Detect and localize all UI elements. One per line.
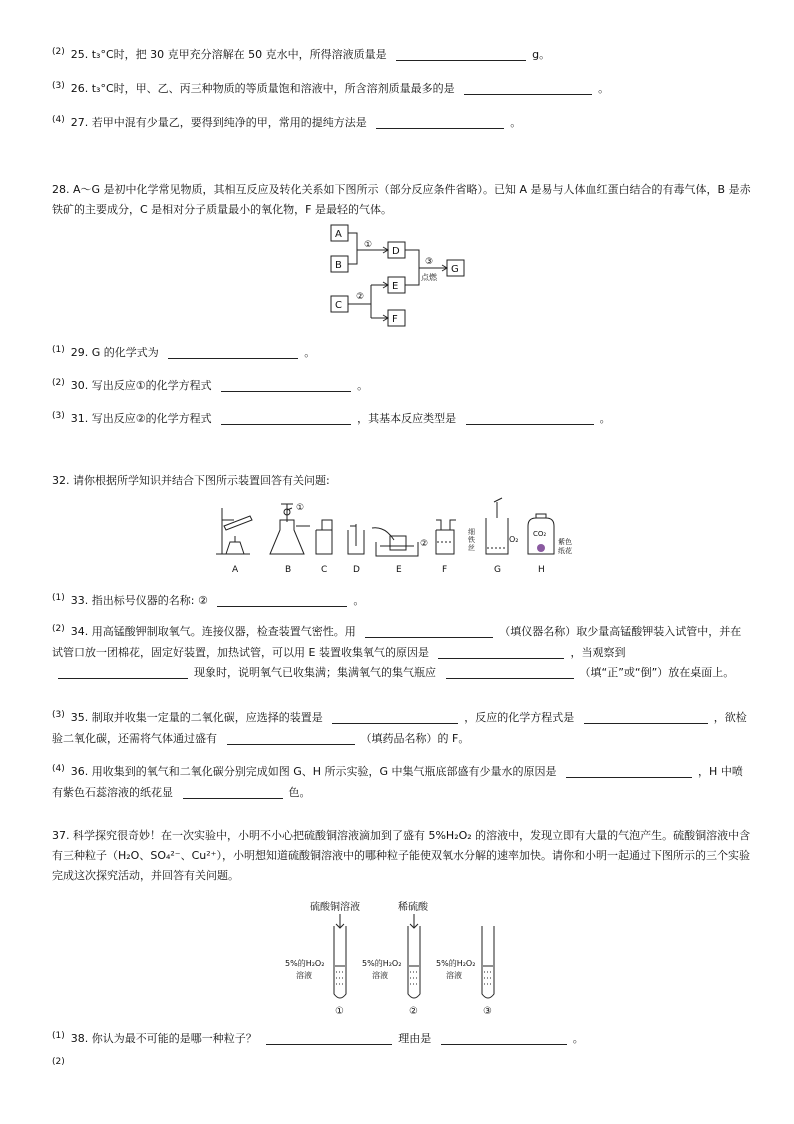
svg-text:G: G bbox=[494, 565, 501, 575]
answer-blank-31a[interactable] bbox=[221, 412, 351, 425]
conical-flask-B bbox=[270, 520, 304, 554]
answer-blank-30[interactable] bbox=[221, 379, 351, 392]
question-38: $^{(1)}$ 38. 你认为最不可能的是哪一种粒子？ 理由是 。 bbox=[52, 1031, 584, 1045]
question-25: $^{(2)}$ 25. t₃°C时，把 30 克甲充分溶解在 50 克水中，所得溶液质量是 g。 bbox=[52, 47, 551, 61]
question-32-intro: 32. 请你根据所学知识并结合下图所示装置回答有关问题: bbox=[52, 474, 330, 487]
svg-text:A: A bbox=[232, 565, 239, 575]
svg-text:①: ① bbox=[364, 240, 373, 250]
answer-blank-35b[interactable] bbox=[584, 711, 708, 724]
svg-text:丝: 丝 bbox=[468, 544, 475, 552]
question-33: $^{(1)}$ 33. 指出标号仪器的名称: ② 。 bbox=[52, 593, 365, 607]
svg-text:溶液: 溶液 bbox=[446, 971, 462, 980]
test-tube-experiments bbox=[280, 898, 520, 1020]
question-37-intro: 37. 科学探究很奇妙！在一次实验中，小明不小心把硫酸铜溶液滴加到了盛有 5%H₂O₂ 的溶液中，发现立即有大量的气泡产生。硫酸铜溶液中含有三种粒子（H₂O、SO₄²⁻、Cu²⁺），小明想知道硫酸铜溶液中的哪种粒子能使双氧水分解的速率加快。请你和小明一起通过下图所示的三个实验完成这次探究活动，并回答有关问题。 bbox=[52, 829, 751, 882]
answer-blank-35a[interactable] bbox=[332, 711, 458, 724]
svg-text:E: E bbox=[392, 281, 399, 292]
reaction-flow-diagram bbox=[325, 222, 475, 330]
svg-text:D: D bbox=[353, 565, 360, 575]
answer-blank-26[interactable] bbox=[464, 82, 592, 95]
answer-blank-31b[interactable] bbox=[466, 412, 594, 425]
svg-text:紫色: 紫色 bbox=[558, 538, 572, 546]
answer-blank-33[interactable] bbox=[217, 594, 347, 607]
svg-text:5%的H₂O₂: 5%的H₂O₂ bbox=[362, 959, 402, 968]
question-34: $^{(2)}$ 34. 用高锰酸钾制取氧气。连接仪器，检查装置气密性。用 （填仪器名称）取少量高锰酸钾装入试管中，并在试管口放一团棉花，固定好装置，加热试管，可以用 E 装置收集氧气的原因是 ，当观察到 现象时，说明氧气已收集满；集满氧气的集气瓶应 （填“正”或“倒”）放在桌面上。 bbox=[52, 624, 742, 679]
svg-text:硫酸铜溶液: 硫酸铜溶液 bbox=[310, 902, 360, 913]
svg-text:点燃: 点燃 bbox=[421, 273, 437, 282]
svg-text:纸花: 纸花 bbox=[558, 547, 572, 555]
svg-text:③: ③ bbox=[483, 1006, 492, 1017]
test-tube-2 bbox=[408, 926, 420, 998]
answer-blank-29[interactable] bbox=[168, 346, 298, 359]
question-31: $^{(3)}$ 31. 写出反应②的化学方程式 ，其基本反应类型是 。 bbox=[52, 411, 611, 425]
question-30: $^{(2)}$ 30. 写出反应①的化学方程式 。 bbox=[52, 378, 369, 392]
svg-text:细: 细 bbox=[468, 528, 475, 536]
question-27: $^{(4)}$ 27. 若甲中混有少量乙，要得到纯净的甲，常用的提纯方法是 。 bbox=[52, 115, 522, 129]
svg-text:B: B bbox=[335, 260, 342, 271]
svg-text:溶液: 溶液 bbox=[296, 971, 312, 980]
svg-text:B: B bbox=[285, 565, 292, 575]
svg-text:稀硫酸: 稀硫酸 bbox=[398, 902, 428, 913]
question-36: $^{(4)}$ 36. 用收集到的氧气和二氧化碳分别完成如图 G、H 所示实验，G 中集气瓶底部盛有少量水的原因是 ，H 中喷有紫色石蕊溶液的纸花显 色。 bbox=[52, 764, 743, 799]
lab-apparatus-figure bbox=[210, 496, 590, 578]
test-tube-1 bbox=[334, 926, 346, 998]
svg-text:②: ② bbox=[420, 539, 429, 549]
alcohol-lamp bbox=[226, 542, 244, 554]
answer-blank-34d[interactable] bbox=[446, 666, 574, 679]
answer-blank-36a[interactable] bbox=[566, 765, 692, 778]
svg-text:C: C bbox=[321, 565, 328, 575]
svg-text:②: ② bbox=[356, 292, 365, 302]
svg-text:C: C bbox=[335, 300, 342, 311]
answer-blank-36b[interactable] bbox=[183, 786, 283, 799]
answer-blank-27[interactable] bbox=[376, 116, 504, 129]
answer-blank-35c[interactable] bbox=[227, 732, 355, 745]
question-29: $^{(1)}$ 29. G 的化学式为 。 bbox=[52, 345, 316, 359]
svg-text:③: ③ bbox=[425, 257, 434, 267]
svg-text:溶液: 溶液 bbox=[372, 971, 388, 980]
answer-blank-34b[interactable] bbox=[438, 646, 564, 659]
test-tube-A bbox=[224, 516, 252, 530]
svg-text:G: G bbox=[451, 264, 459, 275]
svg-text:H: H bbox=[538, 565, 545, 575]
svg-text:F: F bbox=[442, 565, 448, 575]
answer-blank-38a[interactable] bbox=[266, 1032, 392, 1045]
svg-text:D: D bbox=[392, 246, 400, 257]
svg-text:5%的H₂O₂: 5%的H₂O₂ bbox=[285, 959, 325, 968]
svg-text:②: ② bbox=[409, 1006, 418, 1017]
svg-text:O₂: O₂ bbox=[509, 535, 519, 544]
answer-blank-25[interactable] bbox=[396, 48, 526, 61]
svg-text:CO₂: CO₂ bbox=[533, 530, 547, 538]
answer-blank-34a[interactable] bbox=[365, 625, 493, 638]
svg-text:①: ① bbox=[335, 1006, 344, 1017]
svg-text:5%的H₂O₂: 5%的H₂O₂ bbox=[436, 959, 476, 968]
svg-text:A: A bbox=[335, 229, 342, 240]
answer-blank-34c[interactable] bbox=[58, 666, 188, 679]
svg-text:F: F bbox=[392, 314, 398, 325]
question-28-intro: 28. A～G 是初中化学常见物质，其相互反应及转化关系如下图所示（部分反应条件省略）。已知 A 是易与人体血红蛋白结合的有毒气体，B 是赤铁矿的主要成分，C 是相对分子质量最小的氧化物，F 是最轻的气体。 bbox=[52, 183, 751, 216]
svg-text:①: ① bbox=[296, 503, 305, 513]
question-39: (2) bbox=[52, 1057, 65, 1067]
question-35: $^{(3)}$ 35. 制取并收集一定量的二氧化碳，应选择的装置是 ，反应的化学方程式是 ，欲检验二氧化碳，还需将气体通过盛有 （填药品名称）的 F。 bbox=[52, 710, 747, 745]
answer-blank-38b[interactable] bbox=[441, 1032, 567, 1045]
test-tube-3 bbox=[482, 926, 494, 998]
svg-text:铁: 铁 bbox=[468, 536, 475, 544]
question-26: $^{(3)}$ 26. t₃°C时，甲、乙、丙三种物质的等质量饱和溶液中，所含溶剂质量最多的是 。 bbox=[52, 81, 610, 95]
svg-text:E: E bbox=[396, 565, 402, 575]
